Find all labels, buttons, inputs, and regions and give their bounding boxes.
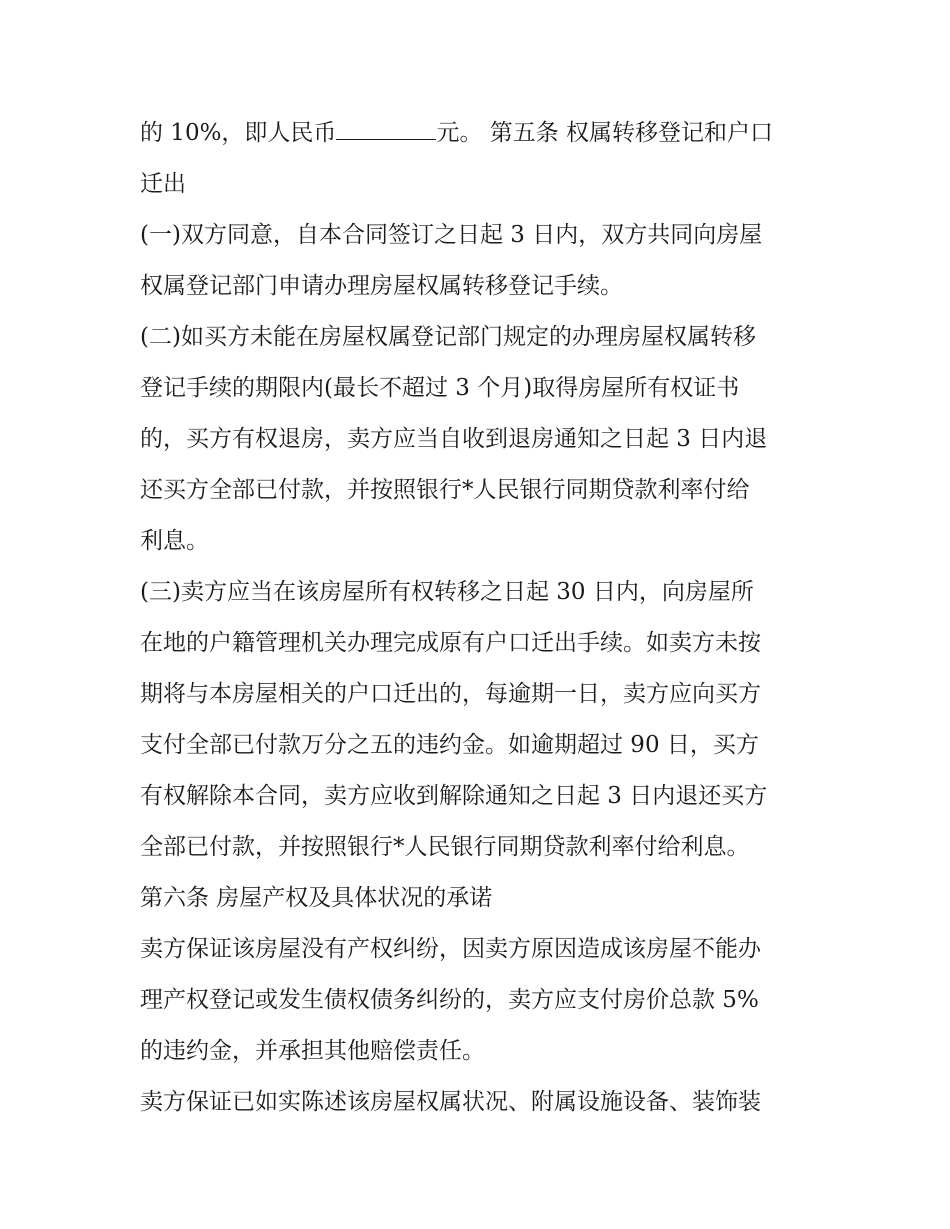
text-line-8: 还买方全部已付款，并按照银行*人民银行同期贷款利率付给 bbox=[140, 477, 750, 503]
contract-text bbox=[140, 108, 820, 1128]
amount-blank bbox=[336, 117, 436, 140]
text-line-20: 卖方保证已如实陈述该房屋权属状况、附属设施设备、装饰装 bbox=[140, 1089, 761, 1115]
text-line-12: 期将与本房屋相关的户口迁出的，每逾期一日，卖方应向买方 bbox=[140, 681, 761, 707]
text-line-1 bbox=[140, 108, 820, 159]
text-line-10: (三)卖方应当在该房屋所有权转移之日起 30 日内，向房屋所 bbox=[140, 579, 754, 605]
text-line-14: 有权解除本合同，卖方应收到解除通知之日起 3 日内退还买方 bbox=[140, 783, 768, 809]
text-line-6: 登记手续的期限内(最长不超过 3 个月)取得房屋所有权证书 bbox=[140, 375, 740, 401]
text-line-13: 支付全部已付款万分之五的违约金。如逾期超过 90 日，买方 bbox=[140, 732, 759, 758]
text-line-9: 利息。 bbox=[140, 528, 209, 554]
section-heading-article-6: 第六条 房屋产权及具体状况的承诺 bbox=[140, 885, 493, 911]
text-line-2: 迁出 bbox=[140, 171, 186, 197]
line-1-before-blank: 的 10%，即人民币 bbox=[140, 120, 337, 146]
text-line-3: (一)双方同意，自本合同签订之日起 3 日内，双方共同向房屋 bbox=[140, 222, 763, 248]
text-line-19: 的违约金，并承担其他赔偿责任。 bbox=[140, 1038, 485, 1064]
text-line-5: (二)如买方未能在房屋权属登记部门规定的办理房屋权属转移 bbox=[140, 324, 756, 350]
text-line-11: 在地的户籍管理机关办理完成原有户口迁出手续。如卖方未按 bbox=[140, 630, 761, 656]
text-line-7: 的，买方有权退房，卖方应当自收到退房通知之日起 3 日内退 bbox=[140, 426, 768, 452]
text-line-18: 理产权登记或发生债权债务纠纷的，卖方应支付房价总款 5% bbox=[140, 987, 759, 1013]
text-line-4: 权属登记部门申请办理房屋权属转移登记手续。 bbox=[140, 273, 623, 299]
line-1-after-blank: 元。 第五条 权属转移登记和户口 bbox=[436, 120, 774, 146]
text-line-15: 全部已付款，并按照银行*人民银行同期贷款利率付给利息。 bbox=[140, 834, 750, 860]
text-line-17: 卖方保证该房屋没有产权纠纷，因卖方原因造成该房屋不能办 bbox=[140, 936, 761, 962]
